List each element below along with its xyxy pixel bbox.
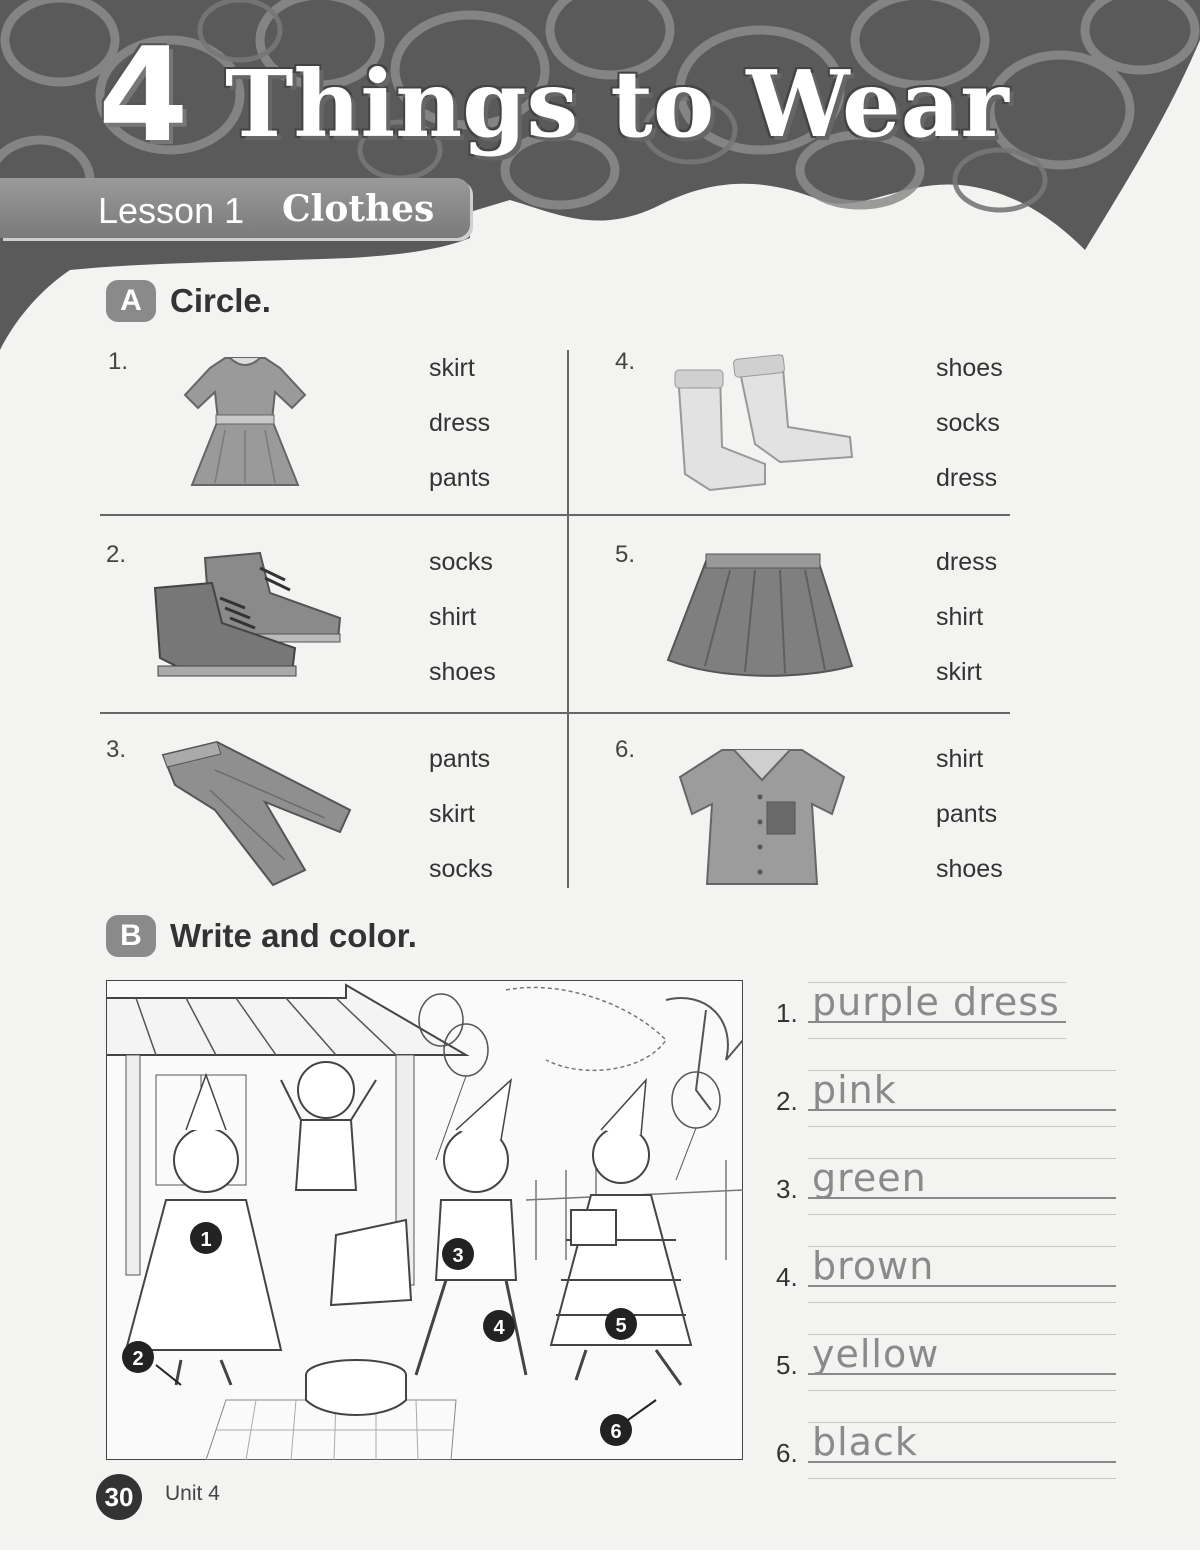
skirt-picture — [660, 548, 860, 683]
guide-line — [808, 1126, 1116, 1127]
marker-2: 2 — [132, 1348, 144, 1370]
unit-number: 4 — [98, 19, 189, 171]
section-b-title: Write and color. — [170, 917, 417, 954]
answer-text[interactable]: green — [812, 1156, 927, 1200]
guide-line — [808, 1214, 1116, 1215]
grid-divider-horizontal — [100, 514, 1010, 516]
item-number: 1. — [108, 348, 129, 375]
answer-number: 6. — [776, 1438, 798, 1468]
item-number: 6. — [615, 736, 636, 763]
answer-text[interactable]: black — [812, 1420, 918, 1464]
word-option[interactable]: shoes — [936, 354, 1003, 382]
grid-divider-vertical — [567, 350, 569, 888]
word-option[interactable]: socks — [429, 548, 493, 576]
word-option[interactable]: dress — [936, 464, 998, 492]
word-option[interactable]: shoes — [429, 658, 496, 686]
word-option[interactable]: skirt — [429, 800, 475, 828]
section-a-title: Circle. — [170, 282, 271, 319]
answer-number: 4. — [776, 1262, 798, 1292]
guide-line — [808, 1390, 1116, 1391]
word-option[interactable]: skirt — [429, 354, 475, 382]
word-option[interactable]: socks — [936, 409, 1000, 437]
answer-text[interactable]: purple dress — [812, 980, 1060, 1024]
page-number: 30 — [96, 1474, 142, 1520]
word-option[interactable]: shirt — [936, 603, 984, 631]
item-number: 5. — [615, 541, 636, 568]
marker-1: 1 — [200, 1229, 212, 1251]
item-number: 4. — [615, 348, 636, 375]
word-option[interactable]: shirt — [936, 745, 984, 773]
word-option[interactable]: shirt — [429, 603, 477, 631]
answer-number: 5. — [776, 1350, 798, 1380]
answer-text[interactable]: brown — [812, 1244, 935, 1288]
guide-line — [808, 1478, 1116, 1479]
answer-number: 1. — [776, 998, 798, 1028]
answer-text[interactable]: yellow — [812, 1332, 940, 1376]
word-option[interactable]: shoes — [936, 855, 1003, 883]
word-option[interactable]: pants — [429, 464, 491, 492]
marker-3: 3 — [452, 1245, 464, 1267]
item-number: 3. — [106, 736, 127, 763]
shoes-picture — [150, 548, 350, 688]
guide-line — [808, 1302, 1116, 1303]
answer-text[interactable]: pink — [812, 1068, 897, 1112]
footer-unit-label: Unit 4 — [165, 1482, 220, 1505]
item-number: 2. — [106, 541, 127, 568]
pants-picture — [155, 740, 355, 890]
marker-4: 4 — [493, 1317, 505, 1339]
marker-5: 5 — [615, 1315, 627, 1337]
lesson-name: Clothes — [282, 188, 435, 230]
word-option[interactable]: socks — [429, 855, 493, 883]
answer-number: 3. — [776, 1174, 798, 1204]
lesson-tab — [0, 178, 470, 238]
word-option[interactable]: skirt — [936, 658, 982, 686]
word-option[interactable]: dress — [936, 548, 998, 576]
marker-6: 6 — [610, 1421, 622, 1443]
section-b-badge: B — [106, 915, 156, 957]
word-option[interactable]: dress — [429, 409, 491, 437]
answer-number: 2. — [776, 1086, 798, 1116]
socks-picture — [670, 352, 860, 497]
grid-divider-horizontal — [100, 712, 1010, 714]
guide-line — [808, 1038, 1066, 1039]
lesson-label: Lesson 1 — [98, 190, 245, 231]
word-option[interactable]: pants — [429, 745, 491, 773]
word-option[interactable]: pants — [936, 800, 998, 828]
unit-title: Things to Wear — [225, 50, 1009, 158]
shirt-picture — [672, 742, 852, 892]
party-scene-illustration — [106, 980, 743, 1460]
dress-picture — [180, 350, 310, 495]
section-a-badge: A — [106, 280, 156, 322]
